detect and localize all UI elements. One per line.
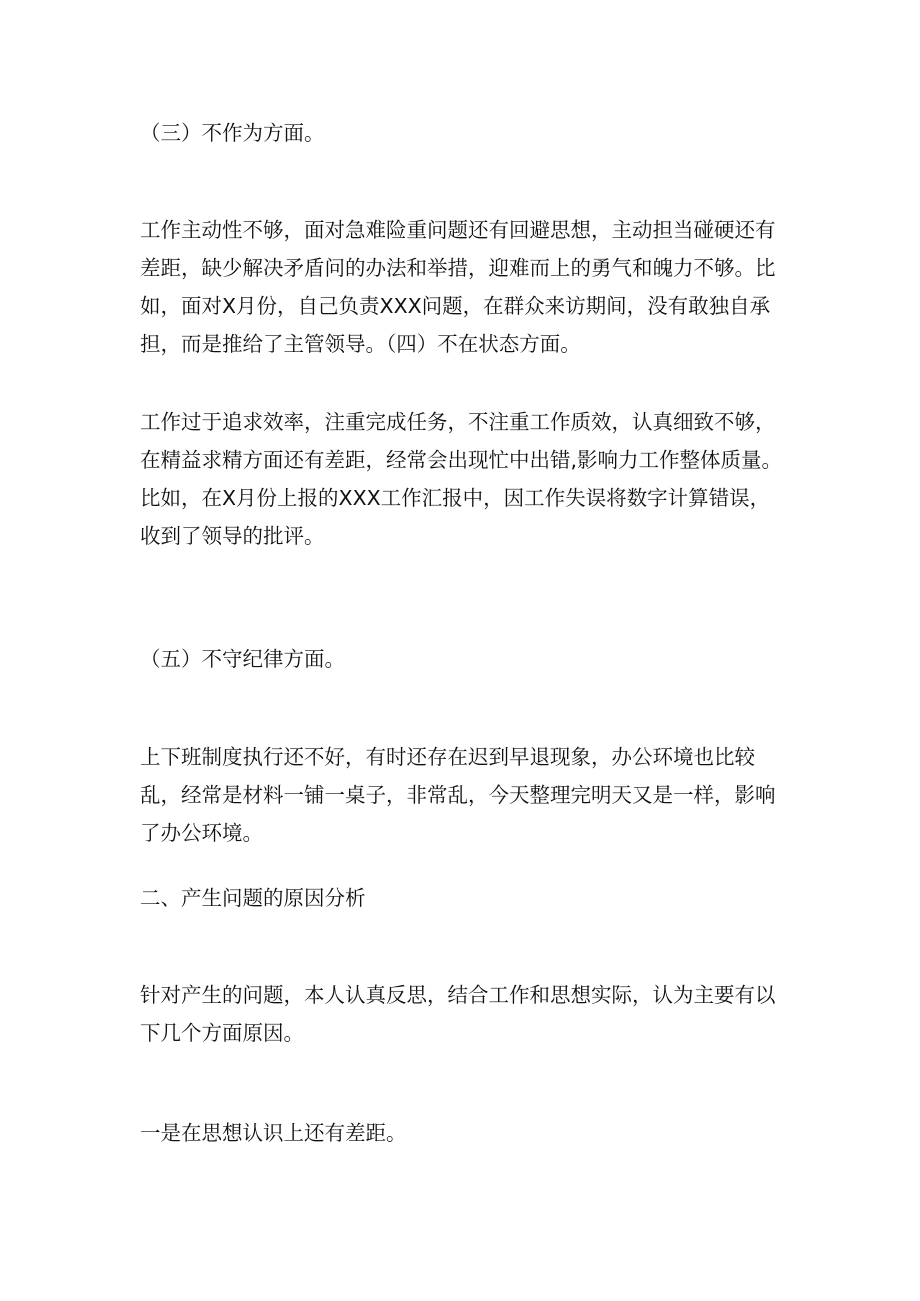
section-heading-causes: 二、产生问题的原因分析 <box>140 886 366 910</box>
section-heading-3: （三）不作为方面。 <box>140 121 325 145</box>
paragraph-inaction: 工作主动性不够，面对急难险重问题还有回避思想，主动担当碰硬还有差距，缺少解决矛盾问的办法和举措，迎难而上的勇气和魄力不够。比如，面对X月份，自己负责XXX问题，在群众来访期间，没有敢独自承担，而是推给了主管领导。（四）不在状态方面。 <box>140 218 776 356</box>
paragraph-discipline: 上下班制度执行还不好，有时还存在迟到早退现象，办公环境也比较乱，经常是材料一铺一桌子，非常乱，今天整理完明天又是一样，影响了办公环境。 <box>140 745 776 845</box>
paragraph-first-cause: 一是在思想认识上还有差距。 <box>140 1121 407 1145</box>
section-heading-5: （五）不守纪律方面。 <box>140 647 345 671</box>
paragraph-efficiency: 工作过于追求效率，注重完成任务，不注重工作质效，认真细致不够，在精益求精方面还有差距，经常会出现忙中出错,影响力工作整体质量。比如，在X月份上报的XXX工作汇报中，因工作失误将数字计算错误，收到了领导的批评。 <box>140 410 783 548</box>
paragraph-reflection: 针对产生的问题，本人认真反思，结合工作和思想实际，认为主要有以下几个方面原因。 <box>140 983 776 1045</box>
